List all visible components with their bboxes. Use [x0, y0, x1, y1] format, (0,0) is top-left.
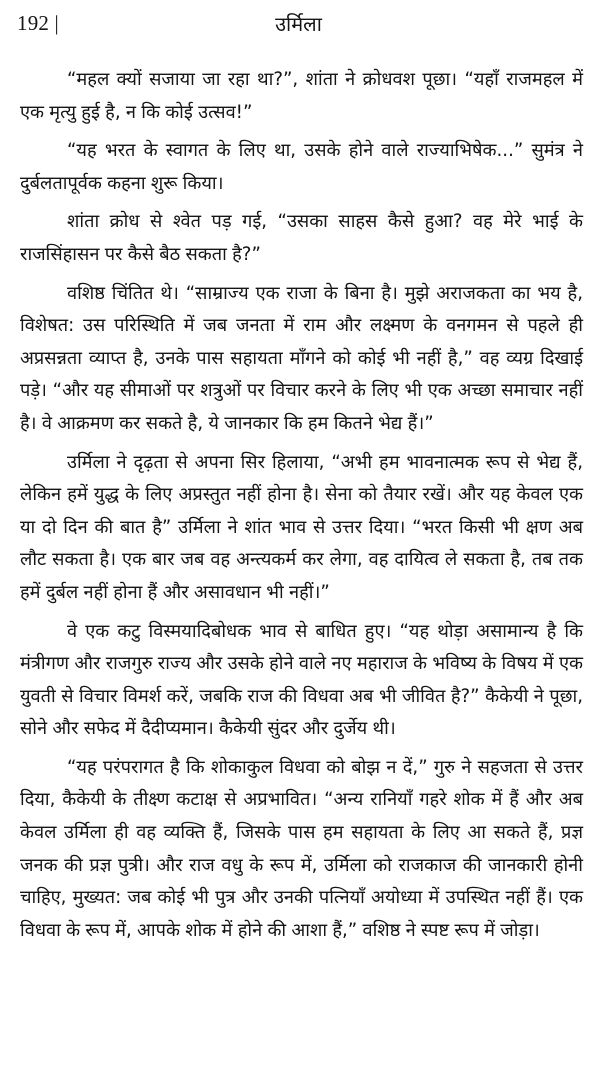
page-number: 192 | — [17, 10, 59, 35]
body-text — [20, 64, 583, 947]
paragraph-1: “महल क्यों सजाया जा रहा था?”, शांता ने क्रोधवश पूछा। “यहाँ राजमहल में एक मृत्यु हुई है, न कि कोई उत्सव!” — [20, 69, 583, 123]
paragraph-2: “यह भरत के स्वागत के लिए था, उसके होने वाले राज्याभिषेक...” सुमंत्र ने दुर्बलतापूर्वक कहना शुरू किया। — [20, 140, 583, 194]
paragraph-6: वे एक कटु विस्मयादिबोधक भाव से बाधित हुए। “यह थोड़ा असामान्य है कि मंत्रीगण और राजगुरु राज्य और उसके होने वाले नए महाराज के भविष्य के विषय में एक युवती से विचार विमर्श करें, जबकि राज की विधवा अब भी जीवित है?” कैकेयी ने पूछा, सोने और सफेद में दैदीप्यमान। कैकेयी सुंदर और दुर्जेय थी। — [20, 620, 583, 740]
paragraph-7: “यह परंपरागत है कि शोकाकुल विधवा को बोझ न दें,” गुरु ने सहजता से उत्तर दिया, कैकेयी के तीक्ष्ण कटाक्ष से अप्रभावित। “अन्य रानियाँ गहरे शोक में हैं और अब केवल उर्मिला ही वह व्यक्ति हैं, जिसके पास हम सहायता के लिए आ सकते हैं, प्रज्ञ जनक की प्रज्ञ पुत्री। और राज वधु के रूप में, उर्मिला को राजकाज की जानकारी होनी चाहिए, मुख्यत: जब कोई भी पुत्र और उनकी पत्नियाँ अयोध्या में उपस्थित नहीं हैं। एक विधवा के रूप में, आपके शोक में होने की आशा हैं,” वशिष्ठ ने स्पष्ट रूप में जोड़ा। — [20, 756, 583, 941]
paragraph-5: उर्मिला ने दृढ़ता से अपना सिर हिलाया, “अभी हम भावनात्मक रूप से भेद्य हैं, लेकिन हमें युद्ध के लिए अप्रस्तुत नहीं होना है। सेना को तैयार रखें। और यह केवल एक या दो दिन की बात है” उर्मिला ने शांत भाव से उत्तर दिया। “भरत किसी भी क्षण अब लौट सकता है। एक बार जब वह अन्त्यकर्म कर लेगा, वह दायित्व ले सकता है, तब तक हमें दुर्बल नहीं होना हैं और असावधान भी नहीं।” — [20, 451, 583, 603]
book-title: उर्मिला — [275, 11, 322, 36]
paragraph-3: शांता क्रोध से श्वेत पड़ गई, “उसका साहस कैसे हुआ? वह मेरे भाई के राजसिंहासन पर कैसे बैठ सकता है?” — [20, 211, 583, 265]
running-header — [17, 6, 580, 40]
paragraph-4: वशिष्ठ चिंतित थे। “साम्राज्य एक राजा के बिना है। मुझे अराजकता का भय है, विशेषत: उस परिस्थिति में जब जनता में राम और लक्ष्मण के वनगमन से पहले ही अप्रसन्नता व्याप्त है, उनके पास सहायता माँगने को कोई भी नहीं है,” वह व्यग्र दिखाई पड़े। “और यह सीमाओं पर शत्रुओं पर विचार करने के लिए भी एक अच्छा समाचार नहीं है। वे आक्रमण कर सकते है, ये जानकार कि हम कितने भेद्य हैं।” — [20, 282, 584, 434]
